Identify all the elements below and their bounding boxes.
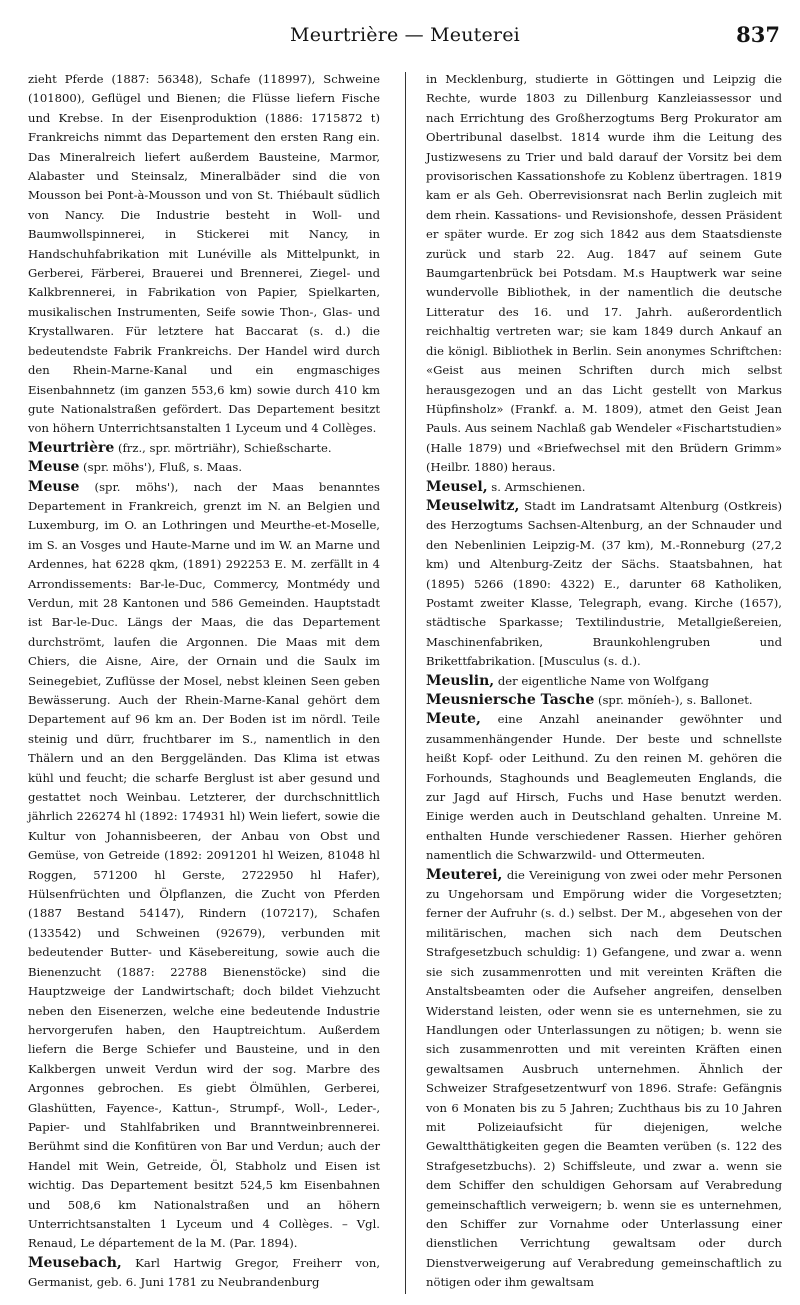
entry-text: eine Anzahl aneinander gewöhnter und zusammenhängender Hunde. Der beste und schnellste heißt Kopf- oder Leithund. Zu den reinen M. gehören die Forhounds, Staghounds und Beaglemeuten Englands, die zur Jagd auf Hirsch, Fuchs und Hase benutzt werden. Einige werden auch in Deutschland gehalten. Unreine M. enthalten Hunde verschiedener Rassen. Hierher gehören namentlich die Schwarzwild- und Ottermeuten. xyxy=(426,712,782,863)
entry-meuselwitz xyxy=(426,497,782,672)
entry-text: der eigentliche Name von Wolfgang xyxy=(494,673,709,688)
entry-text: Stadt im Landratsamt Altenburg (Ostkreis) des Herzogtums Sachsen-Altenburg, an der Schnauder und den Nebenlinien Leipzig-M. (37 km), M.-Ronneburg (27,2 km) und Altenburg-Zeitz der Sächs. Staatsbahnen, hat (1895) 5266 (1890: 4322) E., darunter 68 Katholiken, Postamt zweiter Klasse, Telegraph, evang. Kirche (1657), städtische Sparkasse; Textilindustrie, Metallgießereien, Maschinenfabriken, Braunkohlengruben und Brikettfabrikation. [Musculus (s. d.). xyxy=(426,498,782,669)
headword: Meurtrière xyxy=(28,439,115,456)
entry-continuation xyxy=(28,70,380,439)
entry-text: (spr. möhs'), Fluß, s. Maas. xyxy=(79,460,243,475)
page-header xyxy=(30,14,780,50)
headword: Meusebach, xyxy=(28,1254,122,1271)
left-column xyxy=(28,70,380,1293)
entry-meusel xyxy=(426,478,782,497)
running-title: Meurtrière — Meuterei xyxy=(290,24,520,46)
entry-text: Karl Hartwig Gregor, Freiherr von, Germanist, geb. 6. Juni 1781 zu Neubrandenburg xyxy=(28,1255,380,1290)
headword: Meuselwitz, xyxy=(426,497,520,514)
headword: Meusel, xyxy=(426,478,488,495)
entry-meuse-river xyxy=(28,458,380,477)
entry-meuse-departement xyxy=(28,478,380,1254)
headword: Meusniersche Tasche xyxy=(426,692,595,708)
entry-continuation xyxy=(426,70,782,478)
entry-text: (spr. möníeh-), s. Ballonet. xyxy=(594,693,753,707)
entry-text: (frz., spr. mörtriähr), Schießscharte. xyxy=(114,440,332,455)
entry-meusniersche-tasche xyxy=(426,691,782,710)
column-divider xyxy=(405,72,406,1294)
entry-text: in Mecklenburg, studierte in Göttingen und Leipzig die Rechte, wurde 1803 zu Dillenburg Kanzleiassessor und nach Errichtung des Großherzogtums Berg Prokurator am Obertribunal daselbst. 1814 wurde ihm die Leitung des Justizwesens zu Trier und bald darauf der Vorsitz bei dem provisorischen Kassationshofe zu Koblenz übertragen. 1819 kam er als Geh. Oberrevisionsrat nach Berlin zugleich mit dem rhein. Kassations- und Revisionshofe, dessen Präsident er später wurde. Er zog sich 1842 aus dem Staatsdienste zurück und starb 22. Aug. 1847 auf seinem Gute Baumgartenbrück bei Potsdam. M.s Hauptwerk war seine wundervolle Bibliothek, in der namentlich die deutsche Litteratur des 16. und 17. Jahrh. außerordentlich reichhaltig vertreten war; sie kam 1849 durch Ankauf an die königl. Bibliothek in Berlin. Sein anonymes Schriftchen: «Geist aus meinen Schriften durch mich selbst herausgezogen und an das Licht gestellt von Markus Hüpfinsholz» (Frankf. a. M. 1809), atmet den Geist Jean Pauls. Aus seinem Nachlaß gab Wendeler «Fischartstudien» (Halle 1879) und «Briefwechsel mit den Brüdern Grimm» (Heilbr. 1880) heraus. xyxy=(426,72,782,475)
page-number: 837 xyxy=(736,22,780,47)
headword: Meuterei, xyxy=(426,866,503,883)
entry-meusebach xyxy=(28,1254,380,1293)
entry-meuslin xyxy=(426,672,782,691)
headword: Meute, xyxy=(426,711,481,728)
entry-text: die Vereinigung von zwei oder mehr Personen zu Ungehorsam und Empörung wider die Vorgesetzten; ferner der Aufruhr (s. d.) selbst. Der M., abgesehen von der militärischen, machen sich nach dem Deutschen Strafgesetzbuch schuldig: 1) Gefangene, und zwar a. wenn sie sich zusammenrotten und mit vereinten Kräften die Anstaltsbeamten oder die Aufseher angreifen, denselben Widerstand leisten, oder wenn sie es unternehmen, sie zu Handlungen oder Unterlassungen zu nötigen; b. wenn sie sich zusammenrotten und mit vereinten Kräften einen gewaltsamen Ausbruch unternehmen. Ähnlich der Schweizer Strafgesetzentwurf von 1896. Strafe: Gefängnis von 6 Monaten bis zu 5 Jahren; Zuchthaus bis zu 10 Jahren mit Polizeiaufsicht für diejenigen, welche Gewaltthätigkeiten gegen die Beamten verüben (s. 122 des Strafgesetzbuchs). 2) Schiffsleute, und zwar a. wenn sie dem Schiffer den schuldigen Gehorsam auf Verabredung gemeinschaftlich verweigern; b. wenn sie es unternehmen, den Schiffer zur Vornahme oder Unterlassung einer dienstlichen Verrichtung gewaltsam oder durch Dienstverweigerung auf Verabredung gemeinschaftlich zu nötigen oder ihm gewaltsam xyxy=(426,867,782,1290)
entry-meuterei xyxy=(426,866,782,1293)
entry-text: (spr. möhs'), nach der Maas benanntes Departement in Frankreich, grenzt im N. an Belgien und Luxemburg, im O. an Lothringen und Meurthe-et-Moselle, im S. an Vosges und Haute-Marne und im W. an Marne und Ardennes, hat 6228 qkm, (1891) 292253 E. M. zerfällt in 4 Arrondissements: Bar-le-Duc, Commercy, Montmédy und Verdun, mit 28 Kantonen und 586 Gemeinden. Hauptstadt ist Bar-le-Duc. Längs der Maas, die das Departement durchströmt, laufen die Argonnen. Die Maas mit dem Chiers, die Aisne, Aire, der Ornain und die Saulx im Seinegebiet, Zuflüsse der Mosel, nebst kleinen Seen geben Bewässerung. Auch der Rhein-Marne-Kanal gehört dem Departement auf 96 km an. Der Boden ist im nördl. Teile steinig und dürr, fruchtbarer im S., namentlich in den Thälern und an den Berggeländen. Das Klima ist etwas kühl und feucht; die scharfe Berglust ist aber gesund und gestattet noch Weinbau. Letzterer, der durchschnittlich jährlich 226274 hl (1892: 174931 hl) Wein liefert, sowie die Kultur von Johannisbeeren, der Anbau von Obst und Gemüse, von Getreide (1892: 2091201 hl Weizen, 81048 hl Roggen, 571200 hl Gerste, 2722950 hl Hafer), Hülsenfrüchten und Ölpflanzen, die Zucht von Pferden (1887 Bestand 54147), Rindern (107217), Schafen (133542) und Schweinen (92679), verbunden mit bedeutender Butter- und Käsebereitung, sowie auch die Bienenzucht (1887: 22788 Bienenstöcke) sind die Hauptzweige der Landwirtschaft; doch bildet Viehzucht neben den Eisenerzen, welche eine bedeutende Industrie hervorgerufen haben, den Hauptreichtum. Außerdem liefern die Berge Schiefer und Bausteine, und in den Kalkbergen unweit Verdun wird der sog. Marbre des Argonnes gebrochen. Es giebt Ölmühlen, Gerberei, Glashütten, Fayence-, Kattun-, Strumpf-, Woll-, Leder-, Papier- und Stahlfabriken und Branntweinbrennerei. Berühmt sind die Konfitüren von Bar und Verdun; auch der Handel mit Wein, Getreide, Öl, Stabholz und Eisen ist wichtig. Das Departement besitzt 524,5 km Eisenbahnen und 508,6 km Nationalstraßen und an höhern Unterrichtsanstalten 1 Lyceum und 4 Collèges. – Vgl. Renaud, Le département de la M. (Par. 1894). xyxy=(28,479,380,1251)
entry-text: zieht Pferde (1887: 56348), Schafe (118997), Schweine (101800), Geflügel und Bienen; die Flüsse liefern Fische und Krebse. In der Eisenproduktion (1886: 1715872 t) Frankreichs nimmt das Departement den ersten Rang ein. Das Mineralreich liefert außerdem Bausteine, Marmor, Alabaster und Steinsalz, Mineralbäder sind die von Mousson bei Pont-à-Mousson und von St. Thiébault südlich von Nancy. Die Industrie besteht in Woll- und Baumwollspinnerei, in Stickerei mit Nancy, in Handschuhfabrikation mit Lunéville als Mittelpunkt, in Gerberei, Färberei, Brauerei und Brennerei, Ziegel- und Kalkbrennerei, in Fabrikation von Papier, Spielkarten, musikalischen Instrumenten, Seife sowie Thon-, Glas- und Krystallwaren. Für letztere hat Baccarat (s. d.) die bedeutendste Fabrik Frankreichs. Der Handel wird durch den Rhein-Marne-Kanal und ein engmaschiges Eisenbahnnetz (im ganzen 553,6 km) sowie durch 410 km gute Nationalstraßen gefördert. Das Departement besitzt von höhern Unterrichtsanstalten 1 Lyceum und 4 Collèges. xyxy=(28,72,380,436)
headword: Meuse xyxy=(28,478,80,495)
entry-meute xyxy=(426,710,782,865)
right-column xyxy=(426,70,782,1293)
entry-meurtriere xyxy=(28,439,380,458)
headword: Meuslin, xyxy=(426,672,495,689)
entry-text: s. Armschienen. xyxy=(487,479,586,494)
headword: Meuse xyxy=(28,459,80,476)
